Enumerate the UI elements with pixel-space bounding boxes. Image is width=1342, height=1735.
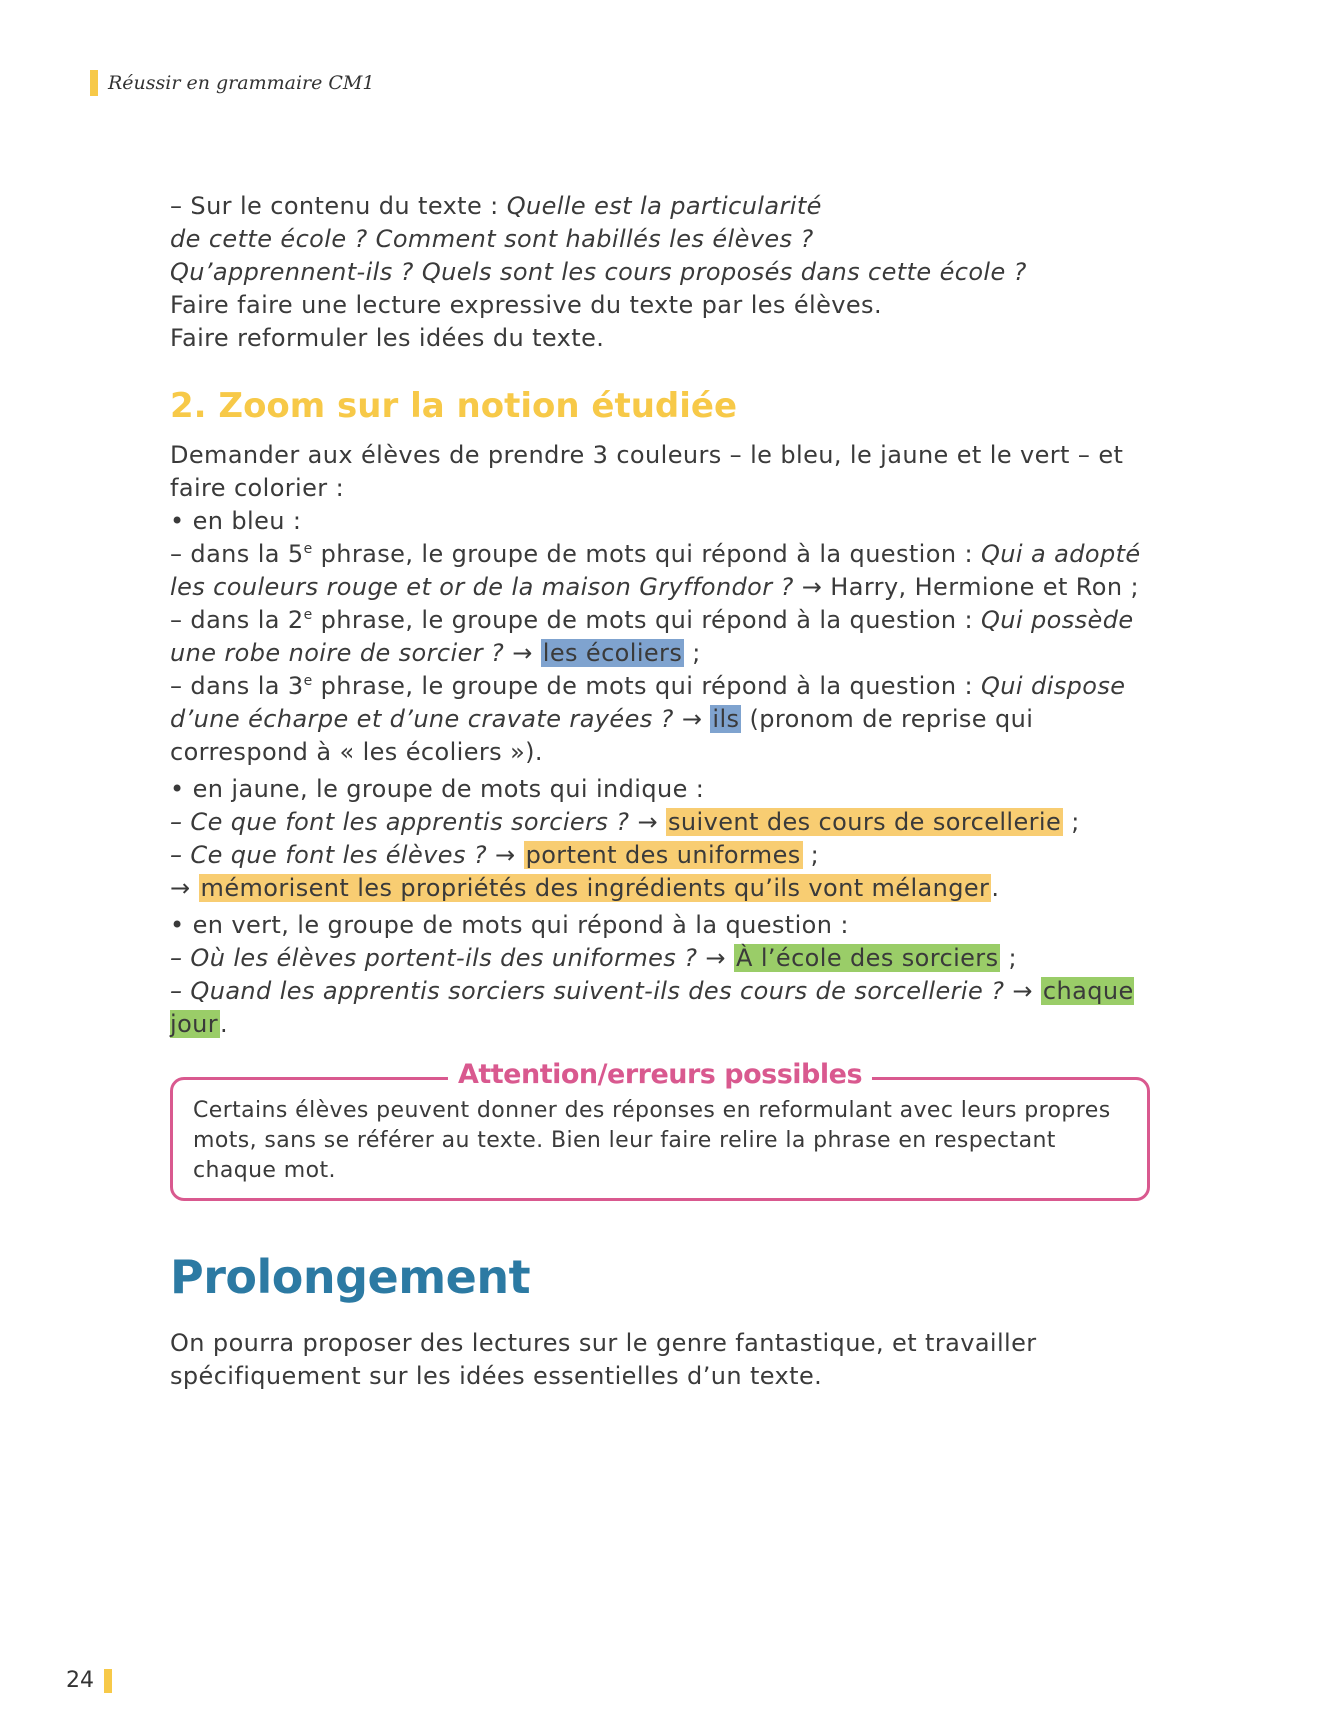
running-title: Réussir en grammaire CM1 bbox=[108, 72, 375, 94]
running-head bbox=[90, 70, 374, 96]
green-item-2: – Quand les apprentis sorciers suivent-ils des cours de sorcellerie ? → chaque jour. bbox=[170, 977, 1134, 1038]
footer-accent-bar bbox=[104, 1669, 112, 1693]
green-bullet: • en vert, le groupe de mots qui répond à la question : bbox=[170, 911, 849, 939]
highlight-yellow: portent des uniformes bbox=[525, 841, 801, 869]
intro-line-3: Qu’apprennent-ils ? Quels sont les cours proposés dans cette école ? bbox=[170, 258, 1027, 286]
blue-item-2: – dans la 2e phrase, le groupe de mots qui répond à la question : Qui possède une robe noire de sorcier ? → les écoliers ; bbox=[170, 606, 1134, 667]
yellow-item-2: – Ce que font les élèves ? → portent des uniformes ; bbox=[170, 841, 820, 869]
yellow-item-1: – Ce que font les apprentis sorciers ? → suivent des cours de sorcellerie ; bbox=[170, 808, 1080, 836]
attention-box bbox=[170, 1059, 1150, 1201]
yellow-item-3: → mémorisent les propriétés des ingrédients qu’ils vont mélanger. bbox=[170, 874, 1000, 902]
prolongement-text: On pourra proposer des lectures sur le genre fantastique, et travailler spécifiquement sur les idées essentielles d’un texte. bbox=[170, 1329, 1037, 1390]
intro-line-5: Faire reformuler les idées du texte. bbox=[170, 324, 605, 352]
attention-text: Certains élèves peuvent donner des réponses en reformulant avec leurs propres mots, sans se référer au texte. Bien leur faire relire la phrase en respectant chaque mot. bbox=[193, 1098, 1111, 1183]
highlight-yellow: mémorisent les propriétés des ingrédients qu’ils vont mélanger bbox=[200, 874, 990, 902]
intro-line-2: de cette école ? Comment sont habillés les élèves ? bbox=[170, 225, 814, 253]
page-footer bbox=[66, 1668, 112, 1693]
highlight-blue: ils bbox=[712, 705, 740, 733]
blue-item-1: – dans la 5e phrase, le groupe de mots qui répond à la question : Qui a adopté les couleurs rouge et or de la maison Gryffondor ? → Harry, Hermione et Ron ; bbox=[170, 540, 1141, 601]
highlight-blue: les écoliers bbox=[542, 639, 683, 667]
intro-line-4: Faire faire une lecture expressive du texte par les élèves. bbox=[170, 291, 882, 319]
yellow-bullet: • en jaune, le groupe de mots qui indique : bbox=[170, 775, 705, 803]
instruction: Demander aux élèves de prendre 3 couleurs – le bleu, le jaune et le vert – et faire colorier : bbox=[170, 441, 1124, 502]
green-item-1: – Où les élèves portent-ils des uniformes ? → À l’école des sorciers ; bbox=[170, 944, 1017, 972]
highlight-green: chaque jour bbox=[170, 977, 1134, 1038]
header-accent-bar bbox=[90, 70, 98, 96]
blue-item-3: – dans la 3e phrase, le groupe de mots qui répond à la question : Qui dispose d’une écharpe et d’une cravate rayées ? → ils (pronom de reprise qui correspond à « les écoliers »). bbox=[170, 672, 1126, 766]
highlight-yellow: suivent des cours de sorcellerie bbox=[668, 808, 1062, 836]
blue-bullet: • en bleu : bbox=[170, 507, 302, 535]
prolongement-title: Prolongement bbox=[170, 1250, 531, 1304]
page-content bbox=[170, 190, 1150, 1393]
page-number: 24 bbox=[66, 1668, 94, 1693]
highlight-green: À l’école des sorciers bbox=[735, 944, 999, 972]
attention-title: Attention/erreurs possibles bbox=[448, 1058, 872, 1092]
intro-line-1: – Sur le contenu du texte : Quelle est la particularité bbox=[170, 192, 822, 220]
section-title: 2. Zoom sur la notion étudiée bbox=[170, 386, 738, 426]
